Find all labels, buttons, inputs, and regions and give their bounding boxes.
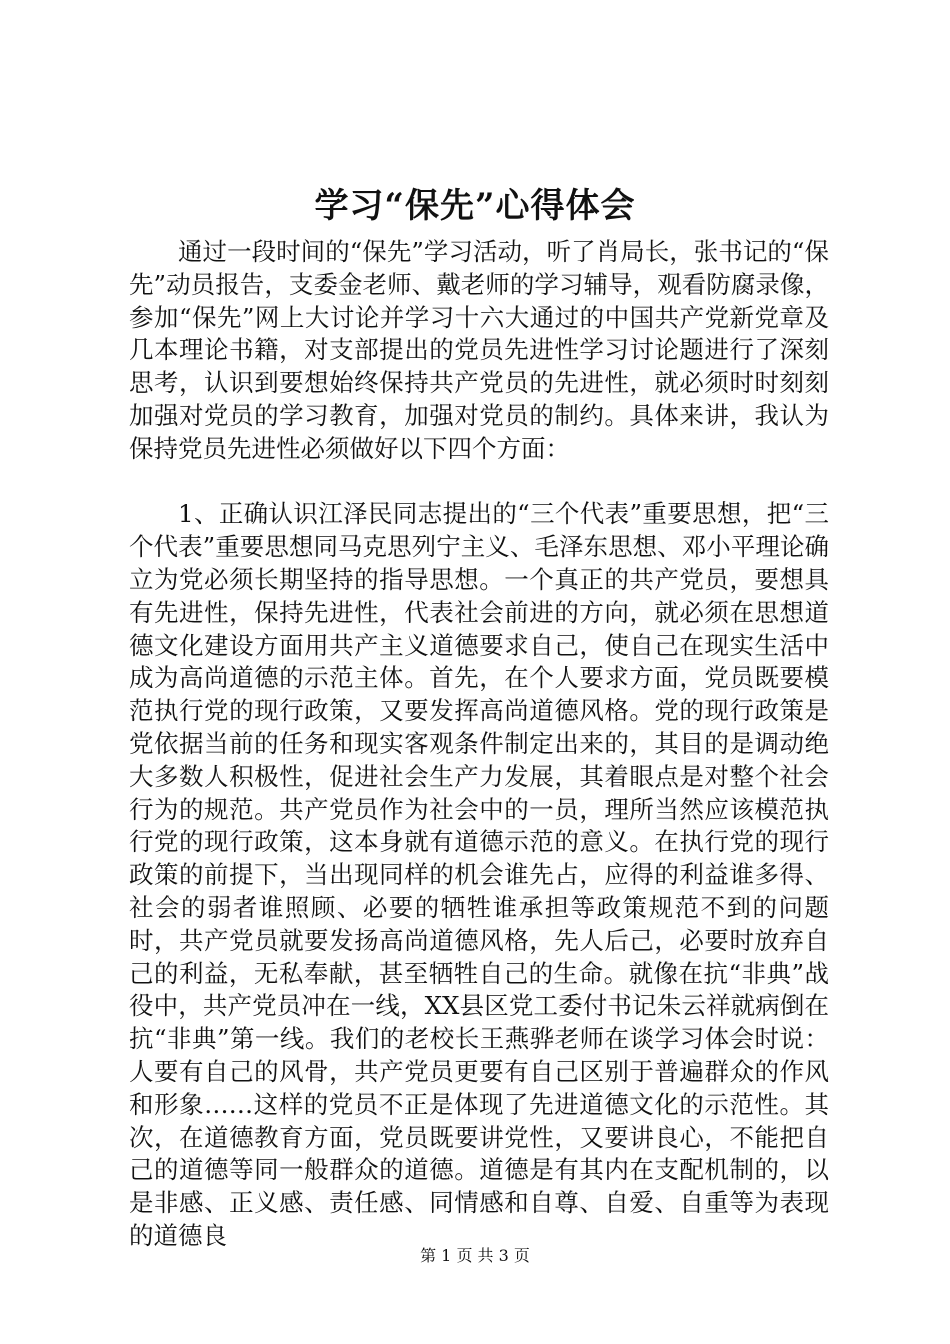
document-body	[129, 236, 829, 1253]
paragraph-point-1: 1、正确认识江泽民同志提出的“三个代表”重要思想，把“三个代表”重要思想同马克思列宁主义、毛泽东思想、邓小平理论确立为党必须长期坚持的指导思想。一个真正的共产党员，要想具有先进性，保持先进性，代表社会前进的方向，就必须在思想道德文化建设方面用共产主义道德要求自己，使自己在现实生活中成为高尚道德的示范主体。首先，在个人要求方面，党员既要模范执行党的现行政策，又要发挥高尚道德风格。党的现行政策是党依据当前的任务和现实客观条件制定出来的，其目的是调动绝大多数人积极性，促进社会生产力发展，其着眼点是对整个社会行为的规范。共产党员作为社会中的一员，理所当然应该模范执行党的现行政策，这本身就有道德示范的意义。在执行党的现行政策的前提下，当出现同样的机会谁先占，应得的利益谁多得、社会的弱者谁照顾、必要的牺牲谁承担等政策规范不到的问题时，共产党员就要发扬高尚道德风格，先人后己，必要时放弃自己的利益，无私奉献，甚至牺牲自己的生命。就像在抗“非典”战役中，共产党员冲在一线，XX县区党工委付书记朱云祥就病倒在抗“非典”第一线。我们的老校长王燕骅老师在谈学习体会时说：人要有自己的风骨，共产党员更要有自己区别于普遍群众的作风和形象……这样的党员不正是体现了先进道德文化的示范性。其次，在道德教育方面，党员既要讲党性，又要讲良心，不能把自己的道德等同一般群众的道德。道德是有其内在支配机制的，以是非感、正义感、责任感、同情感和自尊、自爱、自重等为表现的道德良	[129, 499, 829, 1250]
paragraph-spacer	[129, 466, 829, 499]
paragraph-intro: 通过一段时间的“保先”学习活动，听了肖局长，张书记的“保先”动员报告，支委金老师、戴老师的学习辅导，观看防腐录像，参加“保先”网上大讨论并学习十六大通过的中国共产党新党章及几本理论书籍，对支部提出的党员先进性学习讨论题进行了深刻思考，认识到要想始终保持共产党员的先进性，就必须时时刻刻加强对党员的学习教育，加强对党员的制约。具体来讲，我认为保持党员先进性必须做好以下四个方面：	[129, 237, 829, 463]
document-title: 学习“保先”心得体会	[314, 186, 636, 226]
page-footer: 第 1 页 共 3 页	[420, 1246, 530, 1265]
